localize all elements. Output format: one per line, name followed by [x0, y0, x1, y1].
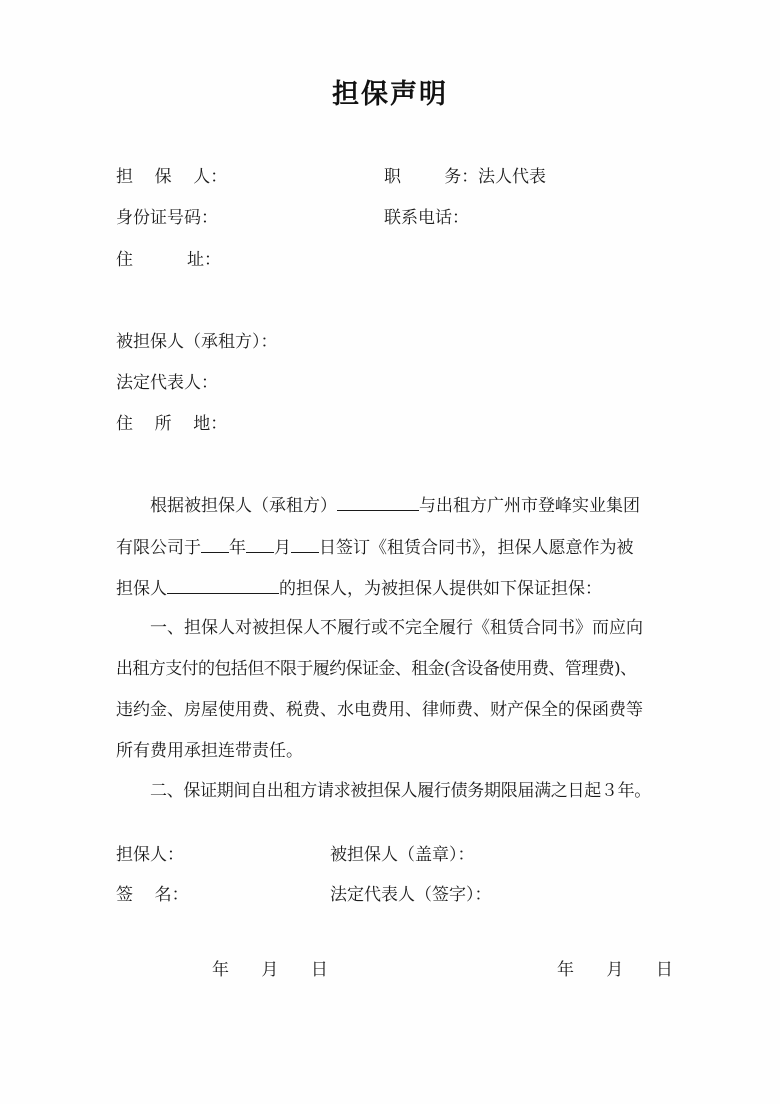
p1-l2-text-a: 有限公司于 — [116, 538, 201, 558]
guaranteed-party-blank — [167, 575, 279, 594]
guarantor-address-label: 住 址： — [116, 250, 222, 270]
year-blank — [201, 534, 229, 553]
background-watermark — [290, 285, 342, 345]
paragraph-2-line-1: 一、担保人对被担保人不履行或不完全履行《租赁合同书》而应向 — [150, 618, 643, 638]
day-blank — [291, 534, 319, 553]
paragraph-2-line-2: 出租方支付的包括但不限于履约保证金、租金(含设备使用费、管理费)、 — [116, 659, 637, 679]
paragraph-1-line-1 — [150, 492, 640, 518]
guarantor-position-value: 法人代表 — [478, 167, 546, 187]
guarantor-id-label: 身份证号码： — [116, 208, 218, 228]
guaranteed-party-label: 被担保人（承租方）： — [116, 332, 278, 352]
month-blank — [246, 534, 274, 553]
sign-label: 签 名： — [116, 885, 189, 905]
p1-year-label: 年 — [229, 538, 246, 558]
guarantor-phone-label: 联系电话： — [384, 208, 469, 228]
p1-l2-text-b: 日签订《租赁合同书》，担保人愿意作为被 — [319, 538, 634, 558]
date-left: 年 月 日 — [212, 960, 328, 980]
p1-l1-text-a: 根据被担保人（承租方） — [150, 496, 337, 516]
legal-representative-label: 法定代表人： — [116, 373, 218, 393]
paragraph-1-line-3 — [116, 575, 602, 601]
paragraph-2-line-3: 违约金、房屋使用费、税费、水电费用、律师费、财产保全的保函费等 — [116, 700, 643, 720]
domicile-label: 住 所 地： — [116, 414, 228, 434]
document-title: 担保声明 — [332, 79, 448, 110]
paragraph-2-line-4: 所有费用承担连带责任。 — [116, 741, 303, 761]
paragraph-1-line-2 — [116, 534, 634, 560]
p1-l3-text-b: 的担保人，为被担保人提供如下保证担保： — [279, 579, 602, 599]
guarantor-name-label: 担 保 人： — [116, 167, 228, 187]
lessee-blank — [337, 492, 419, 511]
paragraph-3-line-1: 二、保证期间自出租方请求被担保人履行债务期限届满之日起３年。 — [150, 781, 651, 801]
legal-rep-sign-label: 法定代表人（签字）： — [330, 885, 492, 905]
guaranteed-seal-label: 被担保人（盖章）： — [330, 845, 475, 865]
p1-l3-text-a: 担保人 — [116, 579, 167, 599]
guarantor-position-label: 职 务： — [384, 167, 479, 187]
guarantor-signature-label: 担保人： — [116, 845, 184, 865]
p1-month-label: 月 — [274, 538, 291, 558]
date-right: 年 月 日 — [557, 960, 673, 980]
p1-l1-text-b: 与出租方广州市登峰实业集团 — [419, 496, 640, 516]
